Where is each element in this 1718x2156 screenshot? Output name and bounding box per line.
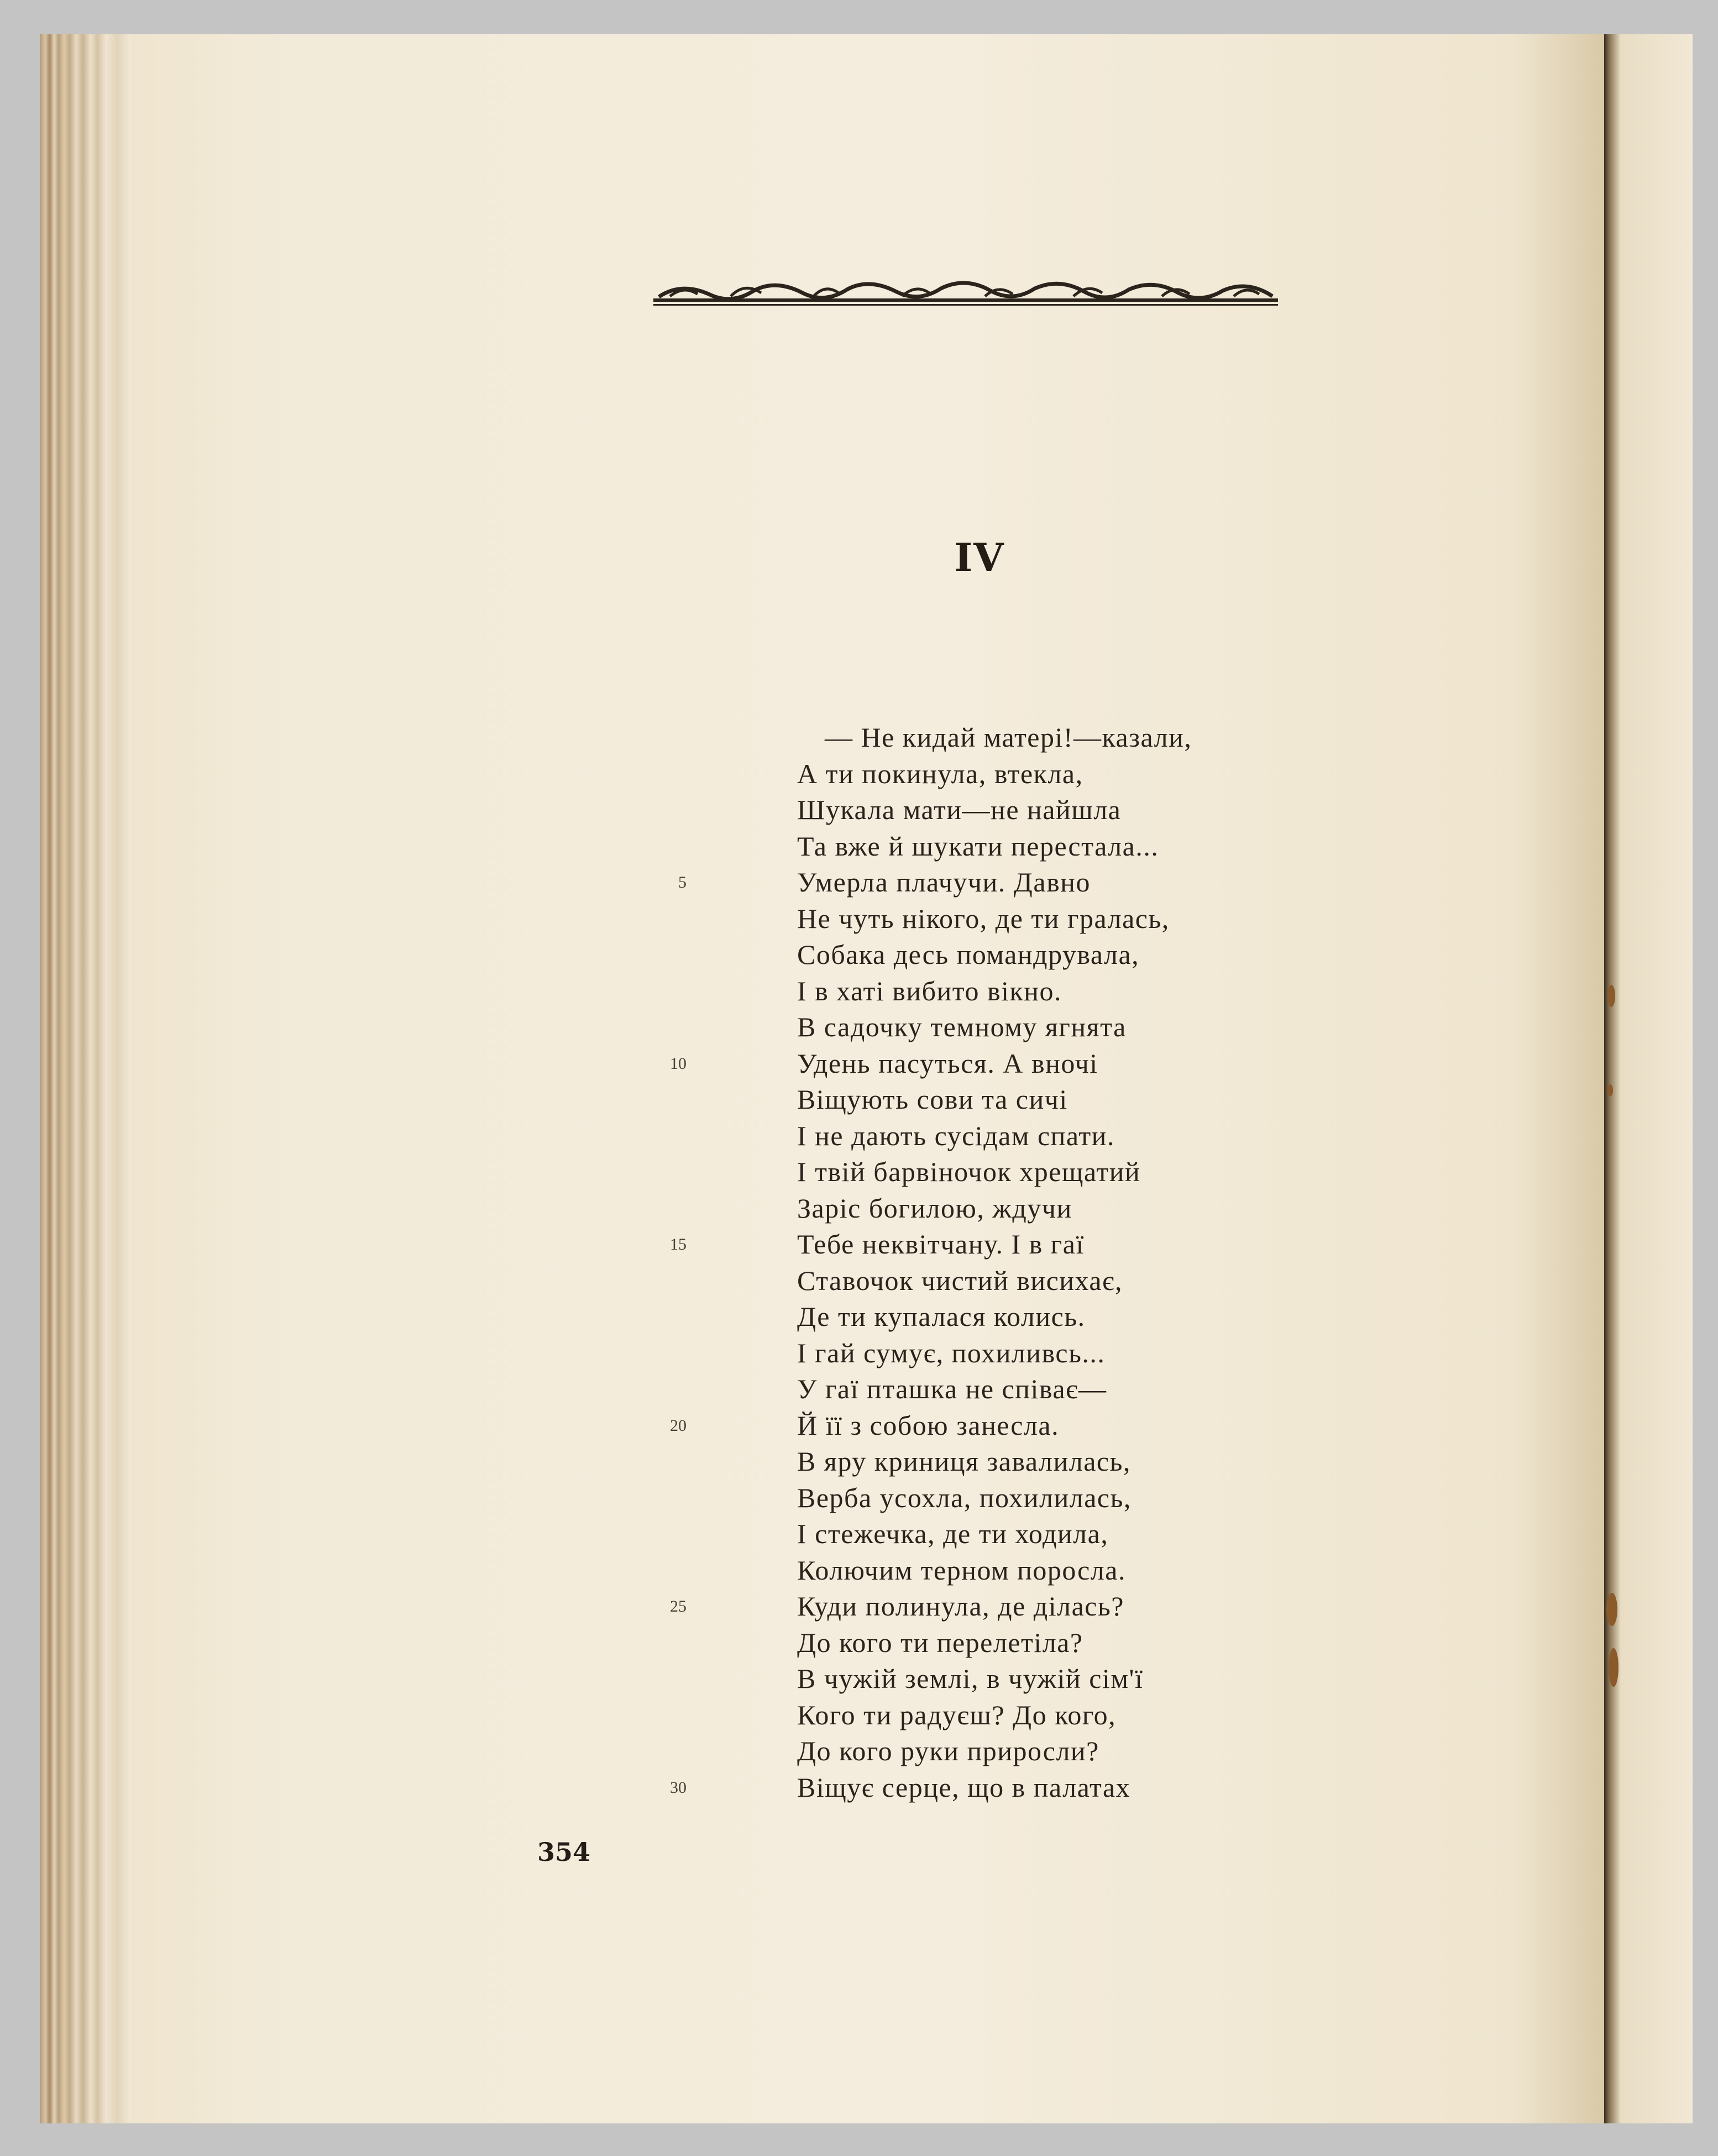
poem-line: [720, 901, 1272, 937]
line-text: В садочку темному ягнята: [797, 1011, 1127, 1042]
line-text: Тебе неквітчану. І в гаї: [797, 1229, 1085, 1260]
poem-line: [720, 937, 1272, 973]
line-text: А ти покинула, втекла,: [797, 758, 1083, 789]
line-number: 10: [670, 1054, 687, 1073]
poem-line: [720, 1480, 1272, 1517]
line-text: І не дають сусідам спати.: [797, 1120, 1115, 1151]
line-text: У гаї пташка не співає—: [797, 1373, 1107, 1404]
poem-line: [720, 1697, 1272, 1734]
poem-line: [670, 1046, 1272, 1082]
poem-line: [720, 1625, 1272, 1661]
poem-line: [720, 1082, 1272, 1118]
poem-line: [720, 1444, 1272, 1480]
poem-line: [720, 1371, 1272, 1408]
line-text: І в хаті вибито вікно.: [797, 975, 1062, 1006]
line-text: Верба усохла, похилилась,: [797, 1482, 1132, 1513]
line-text: Умерла плачучи. Давно: [797, 867, 1091, 898]
line-number: 25: [670, 1597, 687, 1615]
line-text: Заріс богилою, ждучи: [797, 1192, 1072, 1224]
page-edges: [40, 34, 131, 2123]
line-text: До кого руки приросли?: [797, 1735, 1099, 1766]
line-text: І твій барвіночок хрещатий: [797, 1156, 1141, 1187]
poem-line: [720, 756, 1272, 793]
poem-line: [720, 1263, 1272, 1299]
line-number: 5: [678, 873, 687, 891]
line-text: Та вже й шукати перестала...: [797, 830, 1159, 862]
poem-line: [678, 864, 1272, 901]
poem-line: [720, 828, 1272, 865]
line-text: — Не кидай матері!—казали,: [825, 722, 1192, 753]
line-text: Де ти купалася колись.: [797, 1301, 1086, 1332]
poem-line: [720, 1009, 1272, 1046]
poem-line: [720, 1154, 1272, 1190]
poem-text: [670, 720, 1272, 1806]
poem-line: [720, 720, 1272, 756]
line-text: В яру криниця завалилась,: [797, 1446, 1131, 1477]
line-text: Собака десь помандрувала,: [797, 939, 1140, 970]
decorative-ornament: [648, 272, 1284, 316]
poem-line: [720, 1299, 1272, 1335]
poem-line: [670, 1408, 1272, 1444]
poem-line: [670, 1226, 1272, 1263]
poem-line: [720, 1190, 1272, 1227]
line-text: І гай сумує, похиливсь...: [797, 1337, 1106, 1368]
line-text: Куди полинула, де ділась?: [797, 1591, 1124, 1622]
facing-page-edge: [1604, 34, 1693, 2123]
line-number: 20: [670, 1416, 687, 1435]
line-text: Ставочок чистий висихає,: [797, 1265, 1123, 1296]
line-text: Шукала мати—не найшла: [797, 794, 1122, 825]
line-text: Не чуть нікого, де ти гралась,: [797, 903, 1170, 934]
poem-line: [720, 1335, 1272, 1372]
poem-line: [720, 1516, 1272, 1552]
poem-line: [720, 1661, 1272, 1697]
line-text: Й її з собою занесла.: [797, 1409, 1060, 1441]
poem-line: [720, 1733, 1272, 1770]
line-text: Віщують сови та сичі: [797, 1084, 1068, 1115]
line-text: Колючим терном поросла.: [797, 1554, 1126, 1586]
book-spread: [40, 34, 1693, 2123]
line-text: І стежечка, де ти ходила,: [797, 1518, 1109, 1549]
line-text: В чужій землі, в чужій сім'ї: [797, 1663, 1144, 1694]
poem-line: [670, 1770, 1272, 1806]
line-number: 30: [670, 1778, 687, 1797]
line-number: 15: [670, 1235, 687, 1253]
poem-line: [720, 1118, 1272, 1155]
line-text: Удень пасуться. А вночі: [797, 1047, 1098, 1079]
poem-line: [720, 792, 1272, 828]
line-text: Кого ти радуєш? До кого,: [797, 1699, 1117, 1730]
poem-line: [720, 973, 1272, 1010]
poem-line: [670, 1588, 1272, 1625]
page-number: 354: [537, 1837, 591, 1867]
line-text: До кого ти перелетіла?: [797, 1627, 1083, 1658]
poem-line: [720, 1552, 1272, 1589]
line-text: Віщує серце, що в палатах: [797, 1771, 1131, 1803]
section-heading: IV: [954, 534, 1005, 580]
